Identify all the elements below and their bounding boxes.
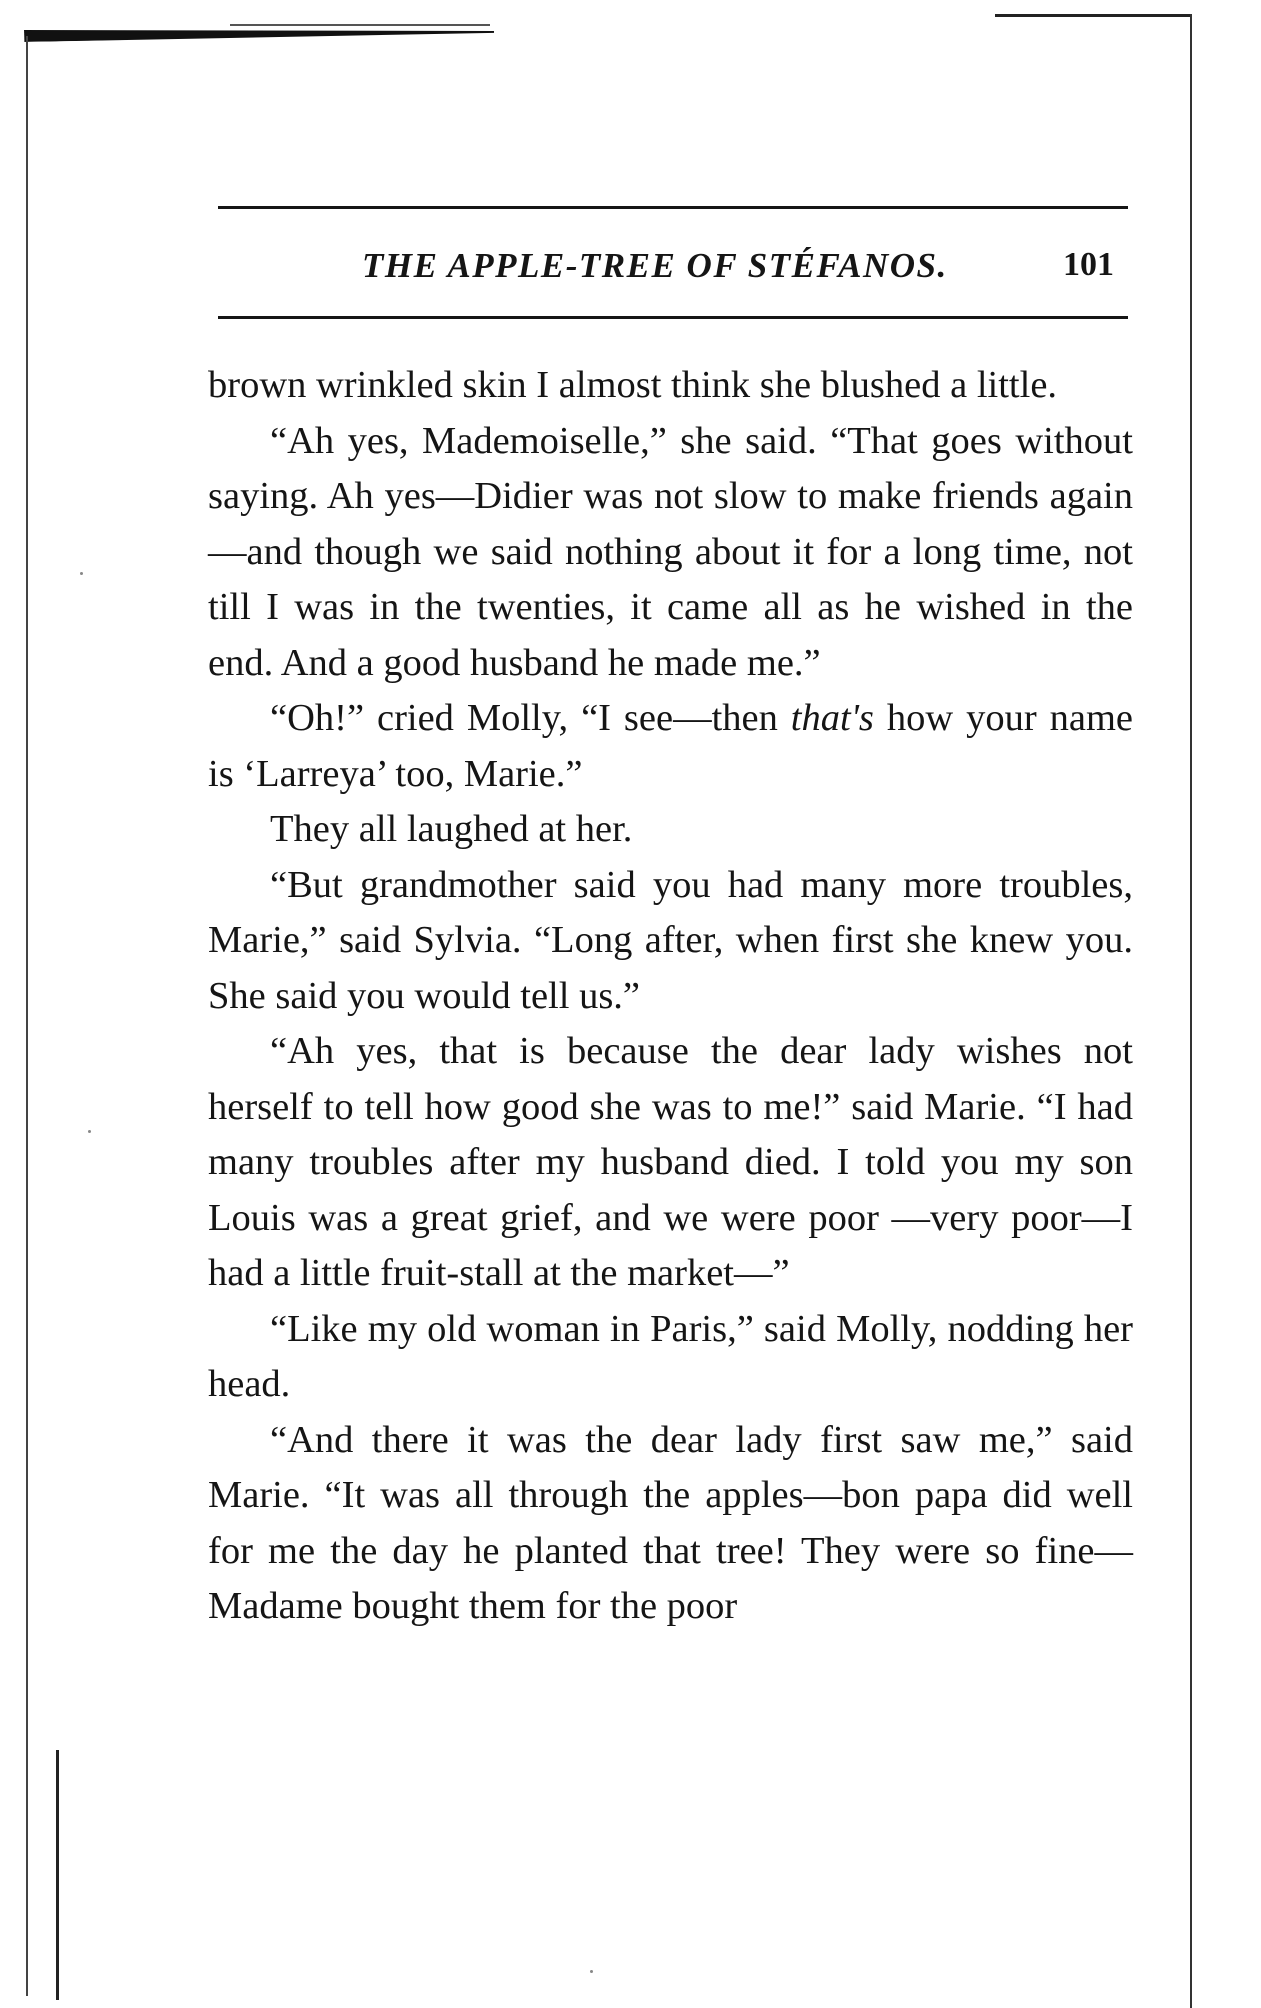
paragraph: “Ah yes, that is because the dear lady wishes not herself to tell how good she was to me!” said Marie. “I had many troubles after my husband died. I told you my son Louis was a great grief, and we were poor —very poor—I had a little fruit-stall at the market—” — [208, 1030, 1133, 1294]
paragraph-text: “Oh!” cried Molly, “I see—then — [270, 697, 791, 739]
speck — [590, 1970, 593, 1973]
paragraph: “But grandmother said you had many more troubles, Marie,” said Sylvia. “Long after, when first she knew you. She said you would tell us.” — [208, 863, 1133, 1017]
paragraph: brown wrinkled skin I almost think she blushed a little. — [208, 364, 1058, 406]
header-rule-bottom — [218, 316, 1128, 319]
paragraph-text: how your name is ‘Larreya’ too, Marie.” — [208, 697, 1133, 795]
paragraph — [208, 691, 1133, 802]
paragraph: “Ah yes, Mademoiselle,” she said. “That goes without saying. Ah yes—Didier was not slow to make friends again—and though we said nothing about it for a long time, not till I was in the twenties, it came all as he wished in the end. And a good husband he made me.” — [208, 419, 1133, 684]
page-number: 101 — [1063, 246, 1114, 283]
running-title: THE APPLE-TREE OF STÉFANOS. — [362, 246, 948, 285]
paragraph: “Like my old woman in Paris,” said Molly, nodding her head. — [208, 1307, 1133, 1405]
running-head — [218, 246, 1128, 290]
scan-edge-top-right — [995, 14, 1191, 17]
emphasized-word: that's — [790, 697, 874, 739]
scan-edge-left — [26, 36, 28, 1996]
scan-edge-top-thin — [230, 24, 490, 26]
paragraph: “And there it was the dear lady first saw me,” said Marie. “It was all through the apples—bon papa did well for me the day he planted that tree! They were so fine—Madame bought them for the poor — [208, 1418, 1133, 1627]
speck — [80, 572, 83, 575]
paragraph: They all laughed at her. — [270, 808, 633, 850]
header-rule-top — [218, 206, 1128, 209]
scan-edge-right — [1190, 14, 1192, 2008]
body-text — [208, 358, 1133, 1635]
scan-edge-left-lower — [56, 1750, 59, 2000]
speck — [88, 1130, 91, 1133]
